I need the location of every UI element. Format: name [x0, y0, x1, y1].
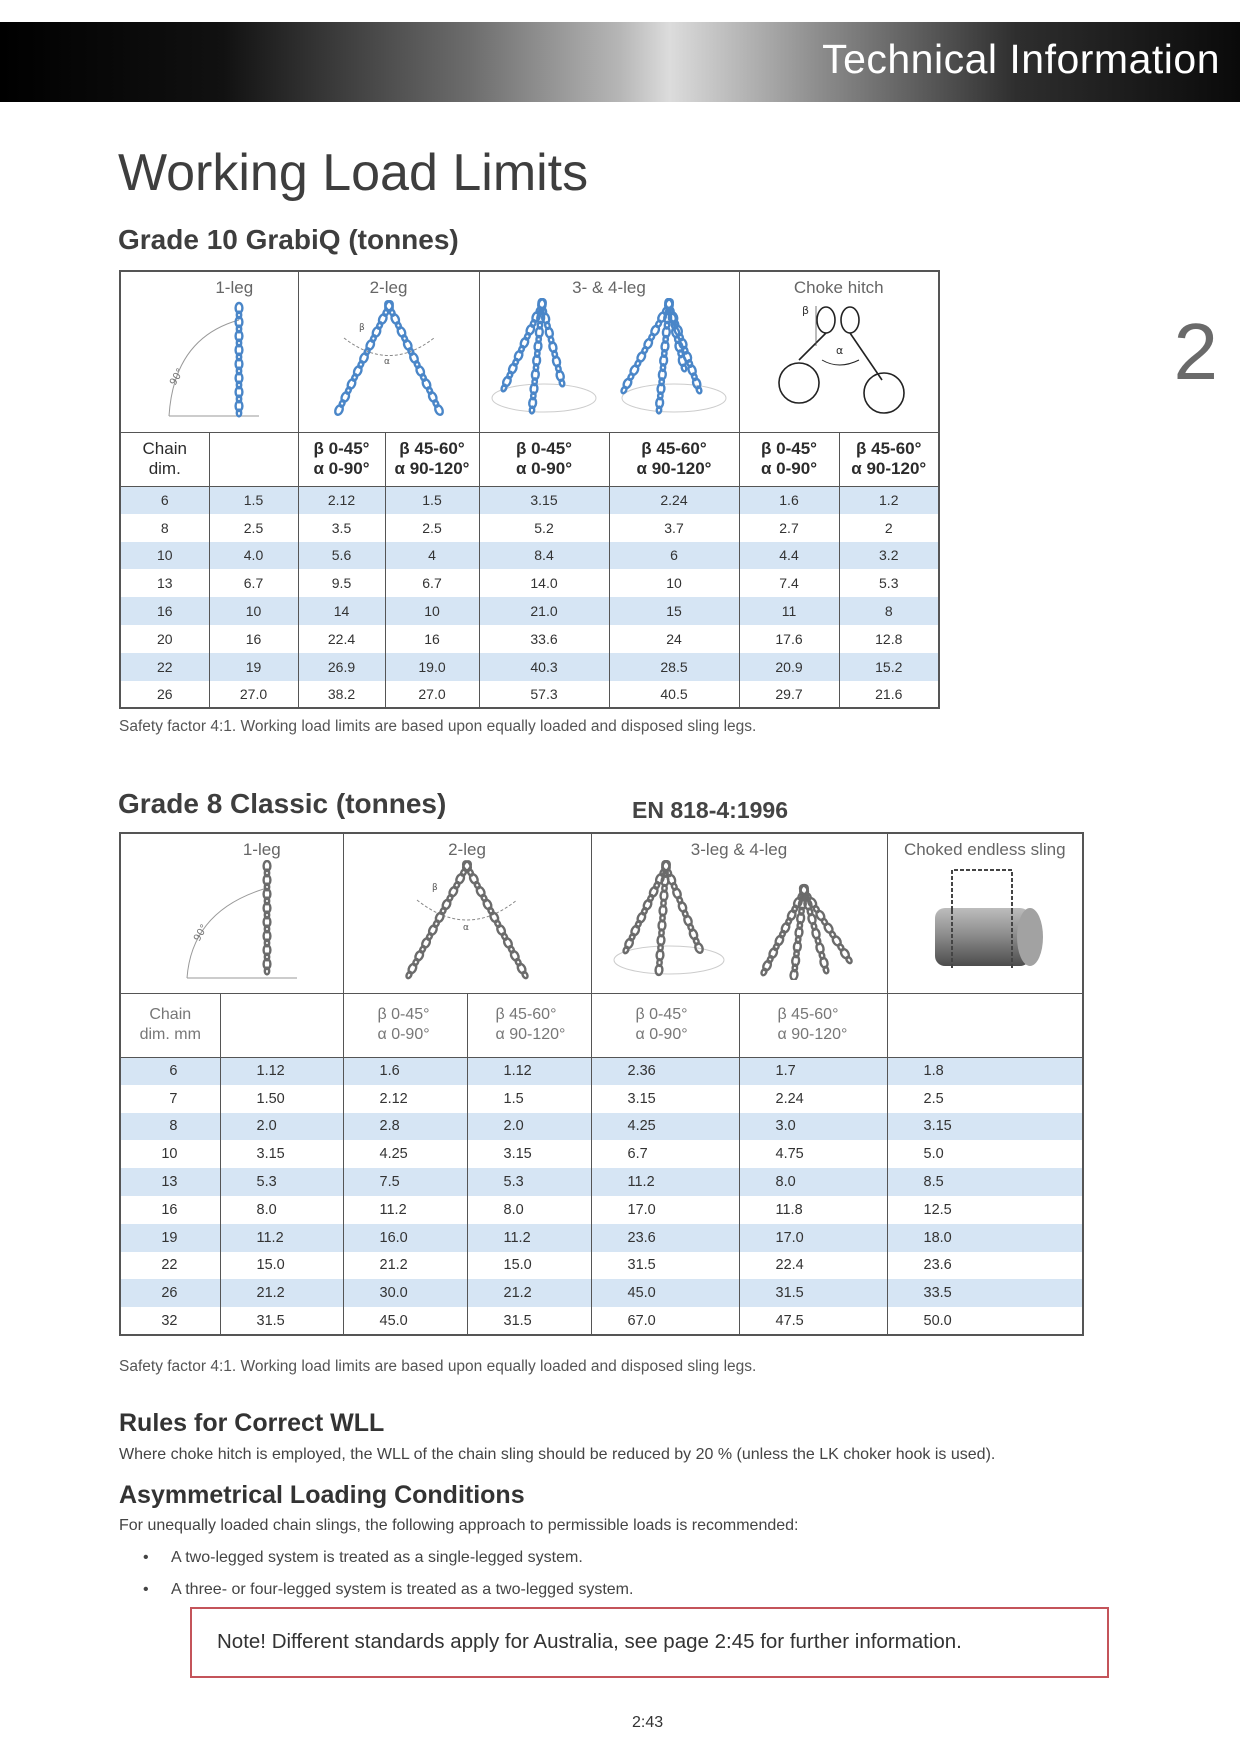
grade8-table-body	[120, 1057, 1083, 1335]
table-row	[120, 597, 939, 625]
table-cell: 23.6	[591, 1224, 739, 1252]
table-cell: 1.5	[209, 486, 298, 514]
table-cell: 3.15	[479, 486, 609, 514]
table-cell: 17.0	[591, 1196, 739, 1224]
alpha-label: α	[383, 357, 390, 367]
group-label-1leg: 1-leg	[242, 840, 281, 859]
table-cell: 26	[120, 681, 209, 709]
table-cell: 4.0	[209, 542, 298, 570]
alpha-label: α	[835, 344, 844, 357]
grade8-1leg-cell	[120, 833, 343, 993]
table-row	[120, 1307, 1083, 1335]
column-header: β 45-60° α 90-120°	[467, 993, 591, 1057]
grade8-heading: Grade 8 Classic (tonnes)	[118, 788, 447, 819]
chain-link-icon	[405, 971, 412, 979]
table-cell: 31.5	[467, 1307, 591, 1335]
chain-leg-right	[383, 300, 443, 416]
column-header: β 45-60° α 90-120°	[739, 993, 887, 1057]
table-cell: 10	[120, 1140, 220, 1168]
table-cell: 7	[120, 1085, 220, 1113]
table-cell: 38.2	[298, 681, 385, 709]
page-number: 2:43	[632, 1714, 664, 1731]
group-label-3-4leg: 3- & 4-leg	[572, 278, 646, 297]
table-row	[120, 569, 939, 597]
table-cell: 4.75	[739, 1140, 887, 1168]
table-cell: 24	[609, 625, 739, 653]
table-cell: 5.3	[220, 1168, 343, 1196]
table-cell: 2.36	[591, 1057, 739, 1085]
table-cell: 21.0	[479, 597, 609, 625]
table-cell: 6.7	[591, 1140, 739, 1168]
table-cell: 3.0	[739, 1113, 887, 1141]
chain-leg-right	[462, 860, 529, 979]
table-cell: 2.8	[343, 1113, 467, 1141]
table-cell: 11.2	[467, 1224, 591, 1252]
column-header	[220, 993, 343, 1057]
table-cell: 1.5	[467, 1085, 591, 1113]
grade10-1leg-cell	[120, 271, 298, 432]
two-leg-chain-icon	[304, 298, 474, 418]
table-cell: 23.6	[887, 1252, 1083, 1280]
grade10-header-row	[120, 432, 939, 486]
section-number: 2	[1173, 307, 1218, 396]
table-cell: 1.50	[220, 1085, 343, 1113]
table-cell: 5.2	[479, 514, 609, 542]
table-cell: 11	[739, 597, 839, 625]
table-cell: 8.5	[887, 1168, 1083, 1196]
column-header: Chain dim. mm	[120, 993, 220, 1057]
grade10-2leg-cell	[298, 271, 479, 432]
table-cell: 13	[120, 1168, 220, 1196]
table-cell: 4.25	[343, 1140, 467, 1168]
grade8-illustration-row	[120, 833, 1083, 993]
page-title: Working Load Limits	[118, 144, 589, 202]
table-cell: 12.5	[887, 1196, 1083, 1224]
table-cell: 3.15	[467, 1140, 591, 1168]
table-cell: 45.0	[591, 1279, 739, 1307]
table-row	[120, 1252, 1083, 1280]
column-header: β 0-45° α 0-90°	[298, 432, 385, 486]
table-cell: 31.5	[591, 1252, 739, 1280]
table-cell: 19	[120, 1224, 220, 1252]
table-cell: 18.0	[887, 1224, 1083, 1252]
table-cell: 6	[120, 1057, 220, 1085]
table-row	[120, 1085, 1083, 1113]
table-cell: 40.3	[479, 653, 609, 681]
table-cell: 15.0	[467, 1252, 591, 1280]
table-cell: 45.0	[343, 1307, 467, 1335]
table-cell: 33.5	[887, 1279, 1083, 1307]
table-cell: 13	[120, 569, 209, 597]
chain-link-icon	[433, 404, 443, 416]
single-leg-chain-icon	[147, 860, 317, 980]
list-item: • A two-legged system is treated as a single-legged system.	[143, 1549, 583, 1566]
table-cell: 2.5	[887, 1085, 1083, 1113]
grade8-3-4leg-cell	[591, 833, 887, 993]
chain-link-icon	[521, 971, 528, 979]
table-cell: 17.0	[739, 1224, 887, 1252]
table-row	[120, 1279, 1083, 1307]
choke-hitch-icon	[764, 298, 914, 416]
table-row	[120, 1196, 1083, 1224]
multi-leg-chain-icon	[604, 860, 874, 980]
rules-heading: Rules for Correct WLL	[119, 1409, 385, 1437]
chain-link-icon	[656, 406, 661, 413]
table-cell: 31.5	[739, 1279, 887, 1307]
table-cell: 14	[298, 597, 385, 625]
asymmetrical-heading: Asymmetrical Loading Conditions	[119, 1481, 525, 1509]
grade8-choked-cell	[887, 833, 1083, 993]
table-cell: 12.8	[839, 625, 939, 653]
table-cell: 10	[609, 569, 739, 597]
table-cell: 21.6	[839, 681, 939, 709]
column-header: β 0-45° α 0-90°	[479, 432, 609, 486]
table-cell: 28.5	[609, 653, 739, 681]
table-cell: 3.5	[298, 514, 385, 542]
table-cell: 15.0	[220, 1252, 343, 1280]
table-cell: 7.4	[739, 569, 839, 597]
table-cell: 2.0	[467, 1113, 591, 1141]
table-cell: 1.7	[739, 1057, 887, 1085]
table-cell: 8	[120, 514, 209, 542]
table-cell: 20	[120, 625, 209, 653]
bullet-icon: •	[143, 1549, 149, 1566]
table-cell: 22.4	[298, 625, 385, 653]
table-cell: 21.2	[467, 1279, 591, 1307]
grade8-standard: EN 818-4:1996	[632, 797, 788, 823]
table-cell: 6.7	[385, 569, 479, 597]
table-cell: 1.12	[220, 1057, 343, 1085]
table-cell: 11.2	[220, 1224, 343, 1252]
grade10-3-4leg-cell	[479, 271, 739, 432]
chain-link-icon	[559, 379, 565, 387]
table-cell: 8	[120, 1113, 220, 1141]
table-cell: 7.5	[343, 1168, 467, 1196]
table-row	[120, 1057, 1083, 1085]
table-cell: 22	[120, 1252, 220, 1280]
table-cell: 1.2	[839, 486, 939, 514]
grade8-caption: Safety factor 4:1. Working load limits are based upon equally loaded and disposed sling legs.	[119, 1358, 757, 1375]
table-cell: 27.0	[385, 681, 479, 709]
beta-label: β	[432, 883, 438, 893]
chain-link-icon	[620, 386, 627, 394]
table-cell: 22	[120, 653, 209, 681]
header-band	[0, 22, 1240, 102]
table-cell: 6.7	[209, 569, 298, 597]
table-cell: 16	[209, 625, 298, 653]
table-cell: 2.0	[220, 1113, 343, 1141]
table-cell: 33.6	[479, 625, 609, 653]
table-cell: 8.0	[739, 1168, 887, 1196]
beta-label: β	[801, 304, 809, 317]
column-header: β 0-45° α 0-90°	[739, 432, 839, 486]
column-header: β 0-45° α 0-90°	[591, 993, 739, 1057]
group-label-choke: Choke hitch	[793, 278, 884, 297]
table-cell: 67.0	[591, 1307, 739, 1335]
grade8-header-row	[120, 993, 1083, 1057]
table-cell: 14.0	[479, 569, 609, 597]
table-cell: 26.9	[298, 653, 385, 681]
table-cell: 10	[385, 597, 479, 625]
table-row	[120, 1224, 1083, 1252]
table-cell: 11.2	[591, 1168, 739, 1196]
table-cell: 3.7	[609, 514, 739, 542]
table-cell: 16	[385, 625, 479, 653]
beta-label: β	[358, 323, 365, 333]
table-cell: 19.0	[385, 653, 479, 681]
group-label-choked: Choked endless sling	[903, 840, 1066, 859]
single-leg-chain-icon	[129, 298, 289, 418]
asymmetrical-intro: For unequally loaded chain slings, the following approach to permissible loads is recommended:	[119, 1517, 799, 1534]
two-leg-chain-icon	[377, 860, 557, 980]
chain-link-icon	[529, 406, 534, 413]
table-row	[120, 1168, 1083, 1196]
table-cell: 1.6	[343, 1057, 467, 1085]
alpha-label: α	[463, 923, 469, 933]
grade10-table	[119, 270, 940, 709]
table-cell: 20.9	[739, 653, 839, 681]
chain-link-icon	[265, 968, 269, 975]
grade10-caption: Safety factor 4:1. Working load limits are based upon equally loaded and disposed sling legs.	[119, 718, 757, 735]
table-row	[120, 653, 939, 681]
table-cell: 2.12	[343, 1085, 467, 1113]
grade10-heading: Grade 10 GrabiQ (tonnes)	[118, 224, 459, 255]
angle-90-label: 90°	[168, 366, 187, 388]
table-cell: 16	[120, 1196, 220, 1224]
bullet-icon: •	[143, 1581, 149, 1598]
chain-link-icon	[823, 966, 829, 974]
table-cell: 16	[120, 597, 209, 625]
table-cell: 47.5	[739, 1307, 887, 1335]
table-cell: 32	[120, 1307, 220, 1335]
table-cell: 21.2	[220, 1279, 343, 1307]
note-box	[190, 1607, 1109, 1678]
table-cell: 4	[385, 542, 479, 570]
table-cell: 1.12	[467, 1057, 591, 1085]
table-cell: 3.15	[591, 1085, 739, 1113]
table-cell: 2.7	[739, 514, 839, 542]
table-cell: 3.15	[220, 1140, 343, 1168]
column-header: β 45-60° α 90-120°	[385, 432, 479, 486]
table-cell: 15	[609, 597, 739, 625]
table-cell: 5.0	[887, 1140, 1083, 1168]
table-cell: 30.0	[343, 1279, 467, 1307]
table-cell: 8.0	[220, 1196, 343, 1224]
angle-90-label: 90°	[191, 922, 211, 944]
table-cell: 1.8	[887, 1057, 1083, 1085]
column-header: Chain dim.	[120, 432, 209, 486]
table-cell: 5.6	[298, 542, 385, 570]
choked-endless-sling-icon	[920, 860, 1050, 978]
table-cell: 11.8	[739, 1196, 887, 1224]
table-cell: 3.15	[887, 1113, 1083, 1141]
table-cell: 50.0	[887, 1307, 1083, 1335]
chain-link-icon	[790, 970, 798, 980]
table-cell: 8	[839, 597, 939, 625]
note-text: Note! Different standards apply for Australia, see page 2:45 for further information.	[217, 1630, 962, 1653]
table-row	[120, 514, 939, 542]
column-header	[209, 432, 298, 486]
grade10-illustration-row	[120, 271, 939, 432]
chain-link-icon	[237, 410, 241, 417]
chain-leg	[661, 860, 704, 954]
table-cell: 16.0	[343, 1224, 467, 1252]
column-header: β 45-60° α 90-120°	[839, 432, 939, 486]
table-cell: 40.5	[609, 681, 739, 709]
table-cell: 6	[120, 486, 209, 514]
table-cell: 19	[209, 653, 298, 681]
table-cell: 29.7	[739, 681, 839, 709]
rules-text: Where choke hitch is employed, the WLL of the chain sling should be reduced by 20 % (unless the LK choker hook is used).	[119, 1446, 996, 1463]
table-cell: 22.4	[739, 1252, 887, 1280]
table-cell: 4.25	[591, 1113, 739, 1141]
table-cell: 2.24	[609, 486, 739, 514]
list-item: • A three- or four-legged system is treated as a two-legged system.	[143, 1581, 634, 1598]
grade8-2leg-cell	[343, 833, 591, 993]
chain-leg	[798, 884, 852, 964]
table-cell: 31.5	[220, 1307, 343, 1335]
table-cell: 2.5	[385, 514, 479, 542]
chain-link-icon	[696, 386, 702, 394]
chain-leg	[263, 861, 270, 974]
column-header	[887, 993, 1083, 1057]
chain-link-icon	[845, 956, 852, 964]
table-row	[120, 625, 939, 653]
table-cell: 2.24	[739, 1085, 887, 1113]
chain-link-icon	[333, 404, 343, 416]
grade10-choke-cell	[739, 271, 939, 432]
group-label-3-4leg: 3-leg & 4-leg	[690, 840, 788, 859]
table-cell: 15.2	[839, 653, 939, 681]
table-cell: 26	[120, 1279, 220, 1307]
table-cell: 11.2	[343, 1196, 467, 1224]
table-cell: 2.5	[209, 514, 298, 542]
table-cell: 5.3	[467, 1168, 591, 1196]
column-header: β 0-45° α 0-90°	[343, 993, 467, 1057]
table-cell: 1.6	[739, 486, 839, 514]
table-cell: 5.3	[839, 569, 939, 597]
chain-link-icon	[623, 946, 630, 954]
chain-link-icon	[761, 968, 768, 976]
table-cell: 8.4	[479, 542, 609, 570]
table-row	[120, 486, 939, 514]
table-cell: 1.5	[385, 486, 479, 514]
table-cell: 9.5	[298, 569, 385, 597]
group-label-1leg: 1-leg	[215, 278, 254, 297]
table-cell: 57.3	[479, 681, 609, 709]
table-cell: 2	[839, 514, 939, 542]
table-cell: 2.12	[298, 486, 385, 514]
multi-leg-chain-icon	[484, 298, 734, 418]
table-row	[120, 681, 939, 709]
group-label-2leg: 2-leg	[448, 840, 486, 859]
table-cell: 8.0	[467, 1196, 591, 1224]
table-row	[120, 1140, 1083, 1168]
grade10-table-body	[120, 486, 939, 708]
grade8-table	[119, 832, 1084, 1336]
table-cell: 10	[120, 542, 209, 570]
table-cell: 10	[209, 597, 298, 625]
header-title: Technical Information	[822, 36, 1220, 82]
table-cell: 6	[609, 542, 739, 570]
table-row	[120, 542, 939, 570]
group-label-2leg: 2-leg	[369, 278, 408, 297]
table-cell: 17.6	[739, 625, 839, 653]
table-cell: 27.0	[209, 681, 298, 709]
table-cell: 3.2	[839, 542, 939, 570]
chain-link-icon	[681, 364, 687, 372]
column-header: β 45-60° α 90-120°	[609, 432, 739, 486]
table-row	[120, 1113, 1083, 1141]
table-cell: 21.2	[343, 1252, 467, 1280]
chain-link-icon	[501, 384, 508, 392]
table-cell: 4.4	[739, 542, 839, 570]
